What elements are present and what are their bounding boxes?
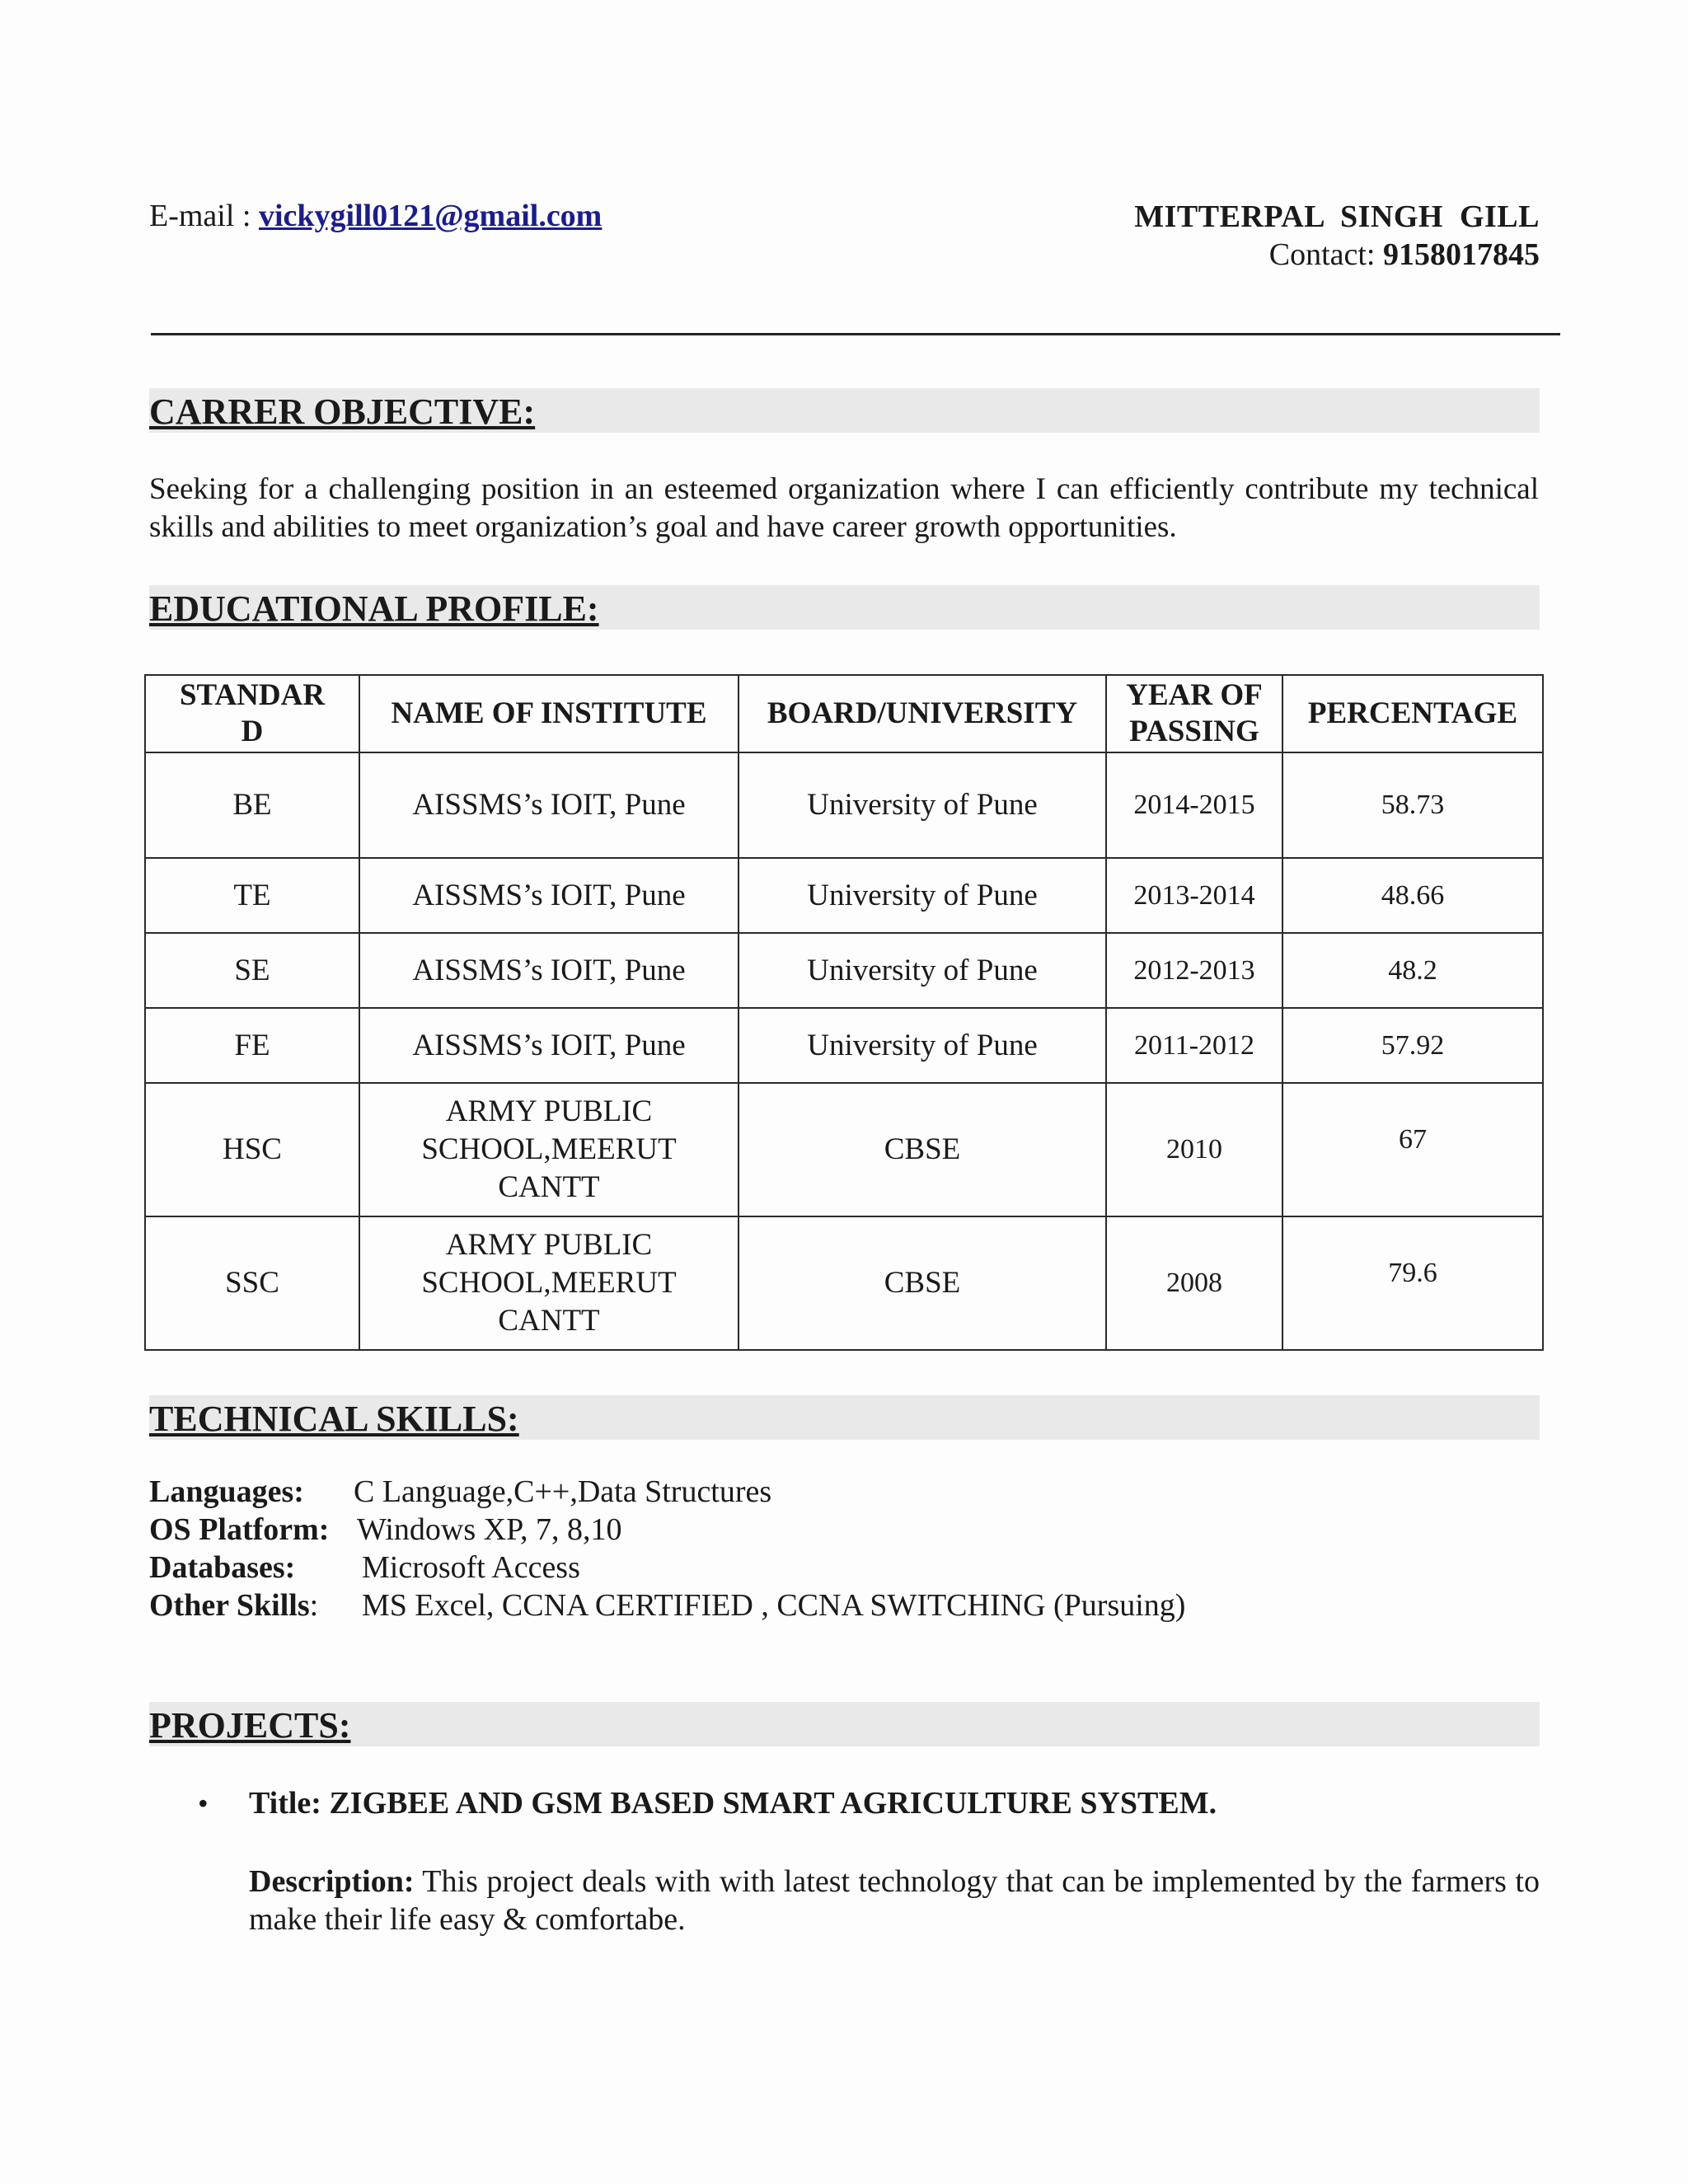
table-header-row xyxy=(145,675,1543,752)
name-block xyxy=(1134,198,1540,274)
cell-standard: SE xyxy=(145,933,359,1008)
cell-percentage: 48.66 xyxy=(1282,858,1543,933)
candidate-name: MITTERPAL SINGH GILL xyxy=(1134,199,1540,234)
contact-number: 9158017845 xyxy=(1383,237,1540,272)
table-row xyxy=(145,1083,1543,1216)
skill-value: Microsoft Access xyxy=(362,1550,580,1585)
table-row xyxy=(145,752,1543,858)
education-heading: EDUCATIONAL PROFILE: xyxy=(149,585,1540,630)
cell-board: CBSE xyxy=(738,1083,1106,1216)
cell-standard: HSC xyxy=(145,1083,359,1216)
project-title: Title: ZIGBEE AND GSM BASED SMART AGRICULTURE SYSTEM. xyxy=(249,1786,1217,1821)
bullet-icon: • xyxy=(198,1787,209,1820)
table-row xyxy=(145,933,1543,1008)
cell-institute: AISSMS’s IOIT, Pune xyxy=(359,1008,738,1083)
table-row xyxy=(145,858,1543,933)
cell-standard: TE xyxy=(145,858,359,933)
table-row xyxy=(145,1216,1543,1350)
contact-label: Contact: xyxy=(1268,237,1383,272)
cell-institute: AISSMS’s IOIT, Pune xyxy=(359,933,738,1008)
skill-label: Languages: xyxy=(149,1474,304,1509)
cell-percentage: 67 xyxy=(1282,1083,1543,1216)
skills-heading: TECHNICAL SKILLS: xyxy=(149,1395,1540,1440)
email-link[interactable]: vickygill0121@gmail.com xyxy=(258,199,603,233)
cell-year: 2008 xyxy=(1106,1216,1282,1350)
col-institute: NAME OF INSTITUTE xyxy=(359,675,738,752)
cell-percentage: 79.6 xyxy=(1282,1216,1543,1350)
cell-board: CBSE xyxy=(738,1216,1106,1350)
skill-databases xyxy=(149,1549,580,1586)
cell-percentage: 57.92 xyxy=(1282,1008,1543,1083)
education-table xyxy=(144,674,1544,1351)
col-percentage: PERCENTAGE xyxy=(1282,675,1543,752)
skill-label: OS Platform: xyxy=(149,1512,330,1547)
header-divider xyxy=(151,333,1560,335)
skill-label-suffix: : xyxy=(309,1588,319,1623)
cell-standard: FE xyxy=(145,1008,359,1083)
cell-board: University of Pune xyxy=(738,858,1106,933)
project-description xyxy=(249,1863,1540,1938)
cell-year: 2012-2013 xyxy=(1106,933,1282,1008)
cell-percentage: 58.73 xyxy=(1282,752,1543,858)
cell-percentage: 48.2 xyxy=(1282,933,1543,1008)
objective-text: Seeking for a challenging position in an esteemed organization where I can efficiently contribute my technical skills and abilities to meet organization’s goal and have career growth opportunities. xyxy=(149,472,1539,544)
cell-year: 2010 xyxy=(1106,1083,1282,1216)
cell-year: 2011-2012 xyxy=(1106,1008,1282,1083)
cell-year: 2014-2015 xyxy=(1106,752,1282,858)
skill-label: Other Skills xyxy=(149,1588,310,1623)
skill-languages xyxy=(149,1473,772,1511)
skill-os xyxy=(149,1511,622,1549)
cell-year: 2013-2014 xyxy=(1106,858,1282,933)
col-standard: STANDAR D xyxy=(145,675,359,752)
cell-institute: AISSMS’s IOIT, Pune xyxy=(359,858,738,933)
contact-line xyxy=(1134,236,1540,274)
email-line xyxy=(149,198,602,234)
projects-heading: PROJECTS: xyxy=(149,1702,1540,1746)
skills-list xyxy=(149,1473,1186,1624)
skill-other xyxy=(149,1586,1186,1624)
skill-value: MS Excel, CCNA CERTIFIED , CCNA SWITCHING (Pursuing) xyxy=(362,1588,1186,1623)
description-label: Description: xyxy=(249,1864,415,1899)
skill-label: Databases: xyxy=(149,1550,296,1585)
cell-institute: ARMY PUBLIC SCHOOL,MEERUT CANTT xyxy=(359,1216,738,1350)
objective-heading: CARRER OBJECTIVE: xyxy=(149,388,1540,433)
email-label: E-mail : xyxy=(149,199,259,233)
cell-institute: ARMY PUBLIC SCHOOL,MEERUT CANTT xyxy=(359,1083,738,1216)
cell-board: University of Pune xyxy=(738,933,1106,1008)
cell-board: University of Pune xyxy=(738,752,1106,858)
cell-standard: SSC xyxy=(145,1216,359,1350)
skill-value: Windows XP, 7, 8,10 xyxy=(357,1512,622,1547)
cell-board: University of Pune xyxy=(738,1008,1106,1083)
col-year: YEAR OF PASSING xyxy=(1106,675,1282,752)
description-text: This project deals with with latest technology that can be implemented by the farmers to make their life easy & comfortabe. xyxy=(249,1864,1540,1937)
col-board: BOARD/UNIVERSITY xyxy=(738,675,1106,752)
table-row xyxy=(145,1008,1543,1083)
skill-value: C Language,C++,Data Structures xyxy=(354,1474,772,1509)
cell-standard: BE xyxy=(145,752,359,858)
cell-institute: AISSMS’s IOIT, Pune xyxy=(359,752,738,858)
